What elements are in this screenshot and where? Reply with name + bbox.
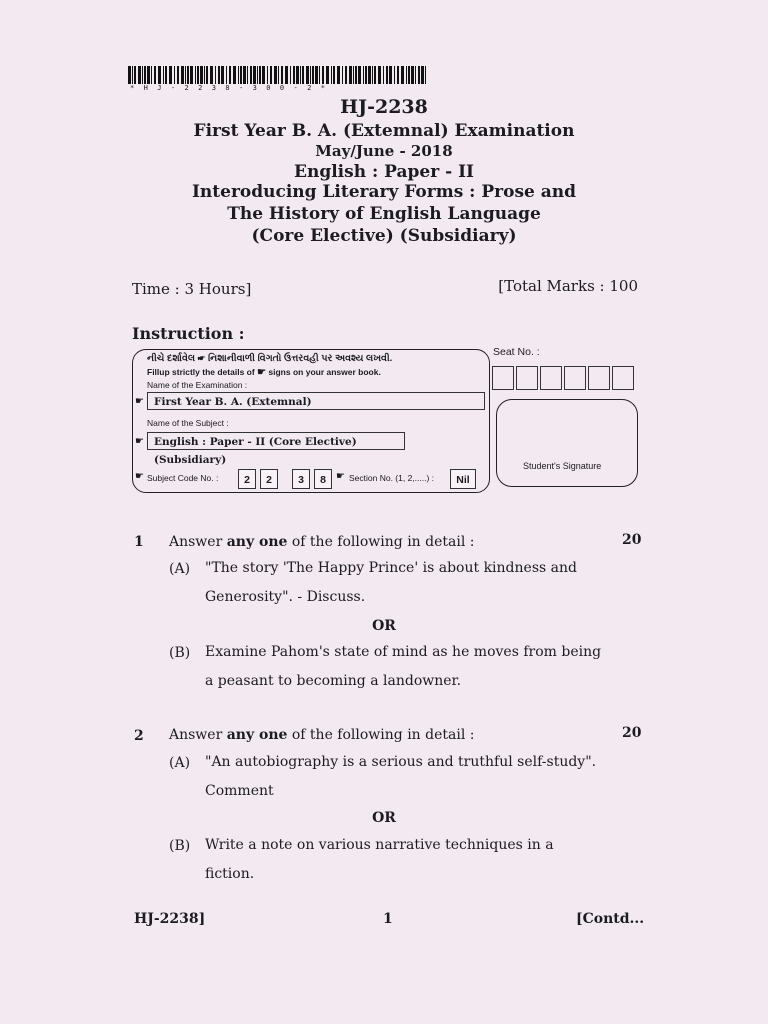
fillup-instruction <box>147 367 381 378</box>
pointing-hand-icon: ☛ <box>135 436 144 447</box>
question-2-prompt <box>169 727 474 743</box>
footer-continued: [Contd... <box>576 911 645 927</box>
subject-name-field: English : Paper - II (Core Elective) (Subsidiary) <box>147 432 405 450</box>
prompt-text: of the following in detail : <box>287 727 475 743</box>
section-value: Nil <box>450 469 476 489</box>
exam-title: First Year B. A. (Extemnal) Examination <box>193 121 575 141</box>
instruction-form <box>132 349 490 493</box>
subject-name-label: Name of the Subject : <box>147 418 229 428</box>
prompt-emphasis: any one <box>226 727 288 743</box>
pointing-hand-icon: ☛ <box>257 367 267 378</box>
prompt-text: Answer <box>169 534 227 550</box>
seat-no-cell <box>588 366 610 390</box>
question-2-marks: 20 <box>622 725 642 741</box>
option-label: (B) <box>169 645 191 661</box>
seat-no-cell <box>516 366 538 390</box>
seat-no-cell <box>492 366 514 390</box>
question-2-option-b: Write a note on various narrative techniques in a fiction. <box>205 837 554 882</box>
seat-no-cell <box>564 366 586 390</box>
prompt-emphasis: any one <box>226 534 288 550</box>
option-label: (B) <box>169 838 191 854</box>
subject-code-digit: 2 <box>238 469 256 489</box>
question-1-marks: 20 <box>622 532 642 548</box>
exam-name-field: First Year B. A. (Extemnal) <box>147 392 485 410</box>
signature-box <box>496 399 638 487</box>
barcode-digits: * H J - 2 2 3 8 - 3 0 0 - 2 * <box>130 84 328 92</box>
seat-no-cell <box>540 366 562 390</box>
question-2-number: 2 <box>134 728 144 744</box>
signature-label: Student's Signature <box>523 461 602 471</box>
paper-code: HJ-2238 <box>340 96 428 118</box>
option-label: (A) <box>169 561 191 577</box>
question-1-prompt <box>169 534 474 550</box>
subject-code-digit: 8 <box>314 469 332 489</box>
subject-title-line2: The History of English Language <box>227 204 541 224</box>
seat-no-label: Seat No. : <box>493 346 540 358</box>
subject-code-digit: 3 <box>292 469 310 489</box>
total-marks: [Total Marks : 100 <box>498 277 638 295</box>
seat-no-cell <box>612 366 634 390</box>
subject-code-digit: 2 <box>260 469 278 489</box>
barcode-image <box>128 66 428 84</box>
exam-name-label: Name of the Examination : <box>147 380 248 390</box>
exam-date: May/June - 2018 <box>315 142 453 160</box>
footer-paper-code: HJ-2238] <box>134 911 206 927</box>
time-allowed: Time : 3 Hours] <box>132 280 252 298</box>
pointing-hand-icon: ☛ <box>135 396 144 407</box>
prompt-text: Answer <box>169 727 227 743</box>
fillup-text-pre: Fillup strictly the details of <box>147 367 255 377</box>
pointing-hand-icon: ☛ <box>336 471 345 482</box>
question-1-option-a: "The story 'The Happy Prince' is about kindness and Generosity". - Discuss. <box>205 560 577 605</box>
prompt-text: of the following in detail : <box>287 534 475 550</box>
or-separator: OR <box>372 618 396 634</box>
fillup-text-post: signs on your answer book. <box>268 367 381 377</box>
subject-code-label: Subject Code No. : <box>147 473 219 483</box>
or-separator: OR <box>372 810 396 826</box>
section-label: Section No. (1, 2,.....) : <box>349 473 435 483</box>
question-2-option-a: "An autobiography is a serious and truthful self-study". Comment <box>205 754 597 799</box>
gujarati-instruction: નીચે દર્શાવેલ ☛ નિશાનીવાળી વિગતો ઉત્તરવહી પર અવશ્ય લખવી. <box>147 353 393 364</box>
instruction-heading: Instruction : <box>132 324 245 343</box>
pointing-hand-icon: ☛ <box>135 471 144 482</box>
option-label: (A) <box>169 755 191 771</box>
footer-page-number: 1 <box>383 911 393 927</box>
paper-name: English : Paper - II <box>294 162 474 182</box>
subject-title-line1: Interoducing Literary Forms : Prose and <box>191 182 577 202</box>
subject-title-line3: (Core Elective) (Subsidiary) <box>251 226 517 246</box>
question-1-option-b: Examine Pahom's state of mind as he moves from being a peasant to becoming a landowner. <box>205 644 602 689</box>
question-1-number: 1 <box>134 534 144 550</box>
